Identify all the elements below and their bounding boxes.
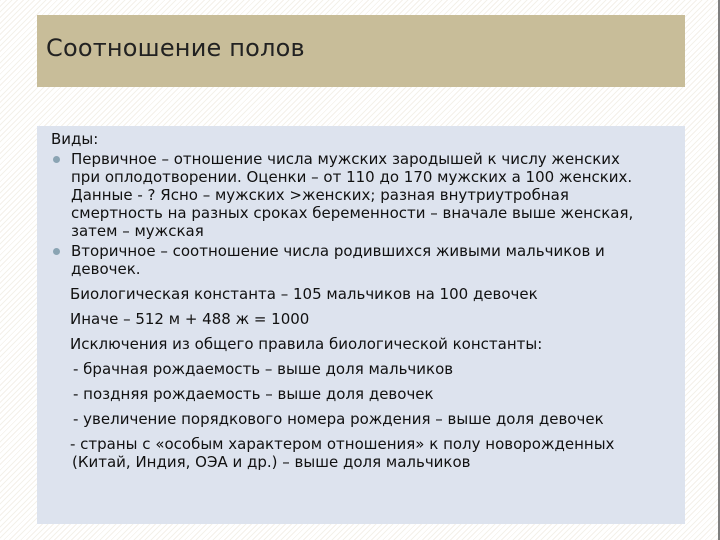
bullet-primary-line-1 xyxy=(71,150,681,168)
bullet-secondary-term: Вторичное xyxy=(71,242,156,260)
bullet-secondary-text: – соотношение числа родившихся живыми мальчиков и xyxy=(155,242,605,260)
note-exceptions-heading: Исключения из общего правила биологической константы: xyxy=(70,335,543,353)
exception-countries xyxy=(51,435,681,471)
bullet-primary-line-5: затем – мужская xyxy=(71,222,204,240)
bullet-primary-line-3: Данные - ? Ясно – мужских >женских; разная внутриутробная xyxy=(71,186,569,204)
bullet-primary-term: Первичное xyxy=(71,150,157,168)
slide-title: Соотношение полов xyxy=(46,34,305,62)
exception-birth-order: - увеличение порядкового номера рождения – выше доля девочек xyxy=(73,410,604,428)
bullet-dot-icon xyxy=(53,248,60,255)
bullet-secondary xyxy=(51,242,681,278)
exception-countries-line-2: (Китай, Индия, ОЭА и др.) – выше доля мальчиков xyxy=(72,453,471,471)
exception-late: - поздняя рождаемость – выше доля девочек xyxy=(73,385,434,403)
note-constant: Биологическая константа – 105 мальчиков на 100 девочек xyxy=(70,285,538,303)
slide-content xyxy=(51,128,681,471)
bullet-primary-line-4: смертность на разных сроках беременности – вначале выше женская, xyxy=(71,204,634,222)
exception-marital: - брачная рождаемость – выше доля мальчиков xyxy=(73,360,454,378)
exception-countries-line-1: - страны с «особым характером отношения» к полу новорожденных xyxy=(70,435,615,453)
bullet-primary-text: – отношение числа мужских зародышей к числу женских xyxy=(156,150,620,168)
bullet-primary xyxy=(51,150,681,240)
bullet-primary-line-2: при оплодотворении. Оценки – от 110 до 170 мужских а 100 женских. xyxy=(71,168,633,186)
section-label: Виды: xyxy=(51,130,99,148)
bullet-secondary-line-1 xyxy=(71,242,681,260)
bullet-secondary-line-2: девочек. xyxy=(71,260,141,278)
bullet-dot-icon xyxy=(53,156,60,163)
note-ratio: Иначе – 512 м + 488 ж = 1000 xyxy=(70,310,310,328)
